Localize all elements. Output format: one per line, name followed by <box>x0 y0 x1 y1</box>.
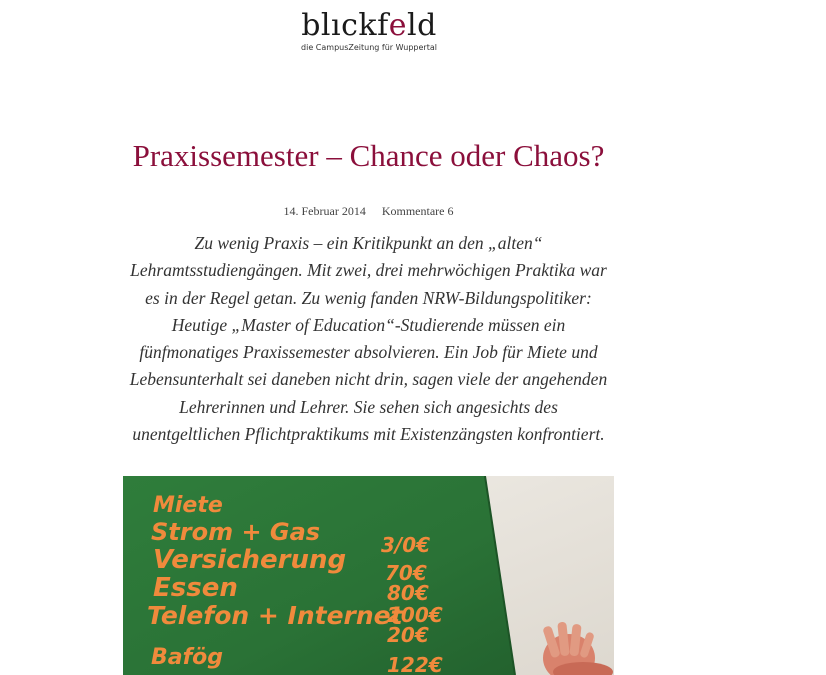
logo-tagline: die CampusZeitung für Wuppertal <box>301 43 437 52</box>
site-logo[interactable] <box>293 10 445 53</box>
board-label: Versicherung <box>153 545 347 575</box>
board-amount: 122€ <box>387 653 443 675</box>
board-label: Bafög <box>151 645 224 670</box>
logo-wordmark: blıckfeld <box>301 8 437 43</box>
article-title[interactable]: Praxissemester – Chance oder Chaos? <box>132 138 605 173</box>
board-amount: 80€ <box>387 581 429 605</box>
board-label: Essen <box>153 573 238 603</box>
article-lead: Zu wenig Praxis – ein Kritikpunkt an den „alten“ Lehramtsstudiengängen. Mit zwei, drei mehrwöchigen Praktika war es in der Regel getan. Zu wenig fanden NRW-Bildungspolitiker: Heutige „Master of Education“-Studierende müssen ein fünfmonatiges Praxissemester absolvieren. Ein Job für Miete und Lebensunterhalt sei daneben nicht drin, sagen viele der angehenden Lehrerinnen und Lehrer. Sie sehen sich angesichts des unentgeltlichen Pflichtpraktikums mit Existenzängsten konfrontiert. <box>129 233 608 445</box>
comments-link[interactable]: Kommentare 6 <box>381 204 454 218</box>
article-photo <box>123 476 614 675</box>
board-amount: 200€ <box>387 603 443 627</box>
article-meta <box>120 204 617 218</box>
board-amount: 3/0€ <box>381 533 431 557</box>
board-label: Strom + Gas <box>151 518 321 546</box>
board-amount: 20€ <box>387 623 429 647</box>
board-amount: 70€ <box>385 561 427 585</box>
chalkboard-photo <box>123 476 614 675</box>
board-label: Miete <box>153 493 223 518</box>
board-label: Telefon + Internet <box>147 601 403 630</box>
article-date-link[interactable]: 14. Februar 2014 <box>283 204 366 218</box>
